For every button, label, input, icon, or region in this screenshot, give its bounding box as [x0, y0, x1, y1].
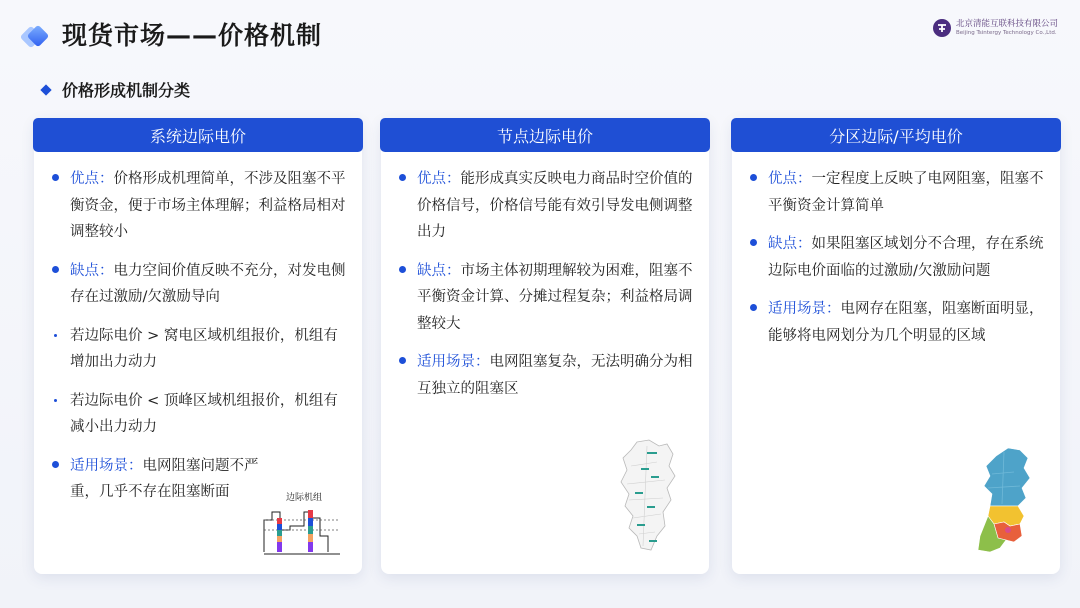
section-title: 价格形成机制分类: [62, 81, 191, 100]
list-item: 适用场景：电网阻塞问题不严重，几乎不存在阻塞断面: [52, 453, 346, 506]
item-label: 适用场景: [70, 457, 128, 474]
brand: [932, 18, 1058, 38]
item-text: 能形成真实反映电力商品时空价值的价格信号，价格信号能有效引导发电侧调整出力: [417, 171, 693, 240]
dot-icon: [52, 258, 70, 311]
card-title: 系统边际电价: [33, 118, 363, 152]
dot-icon: [52, 323, 70, 376]
item-text: 电力空间价值反映不充分，对发电侧存在过激励/欠激励导向: [70, 262, 346, 305]
item-label: 优点: [768, 171, 797, 187]
item-text: 电网阻塞问题不严重，几乎不存在阻塞断面: [70, 457, 259, 500]
item-text: 电网阻塞复杂，无法明确分为相互独立的阻塞区: [417, 354, 693, 397]
section-header: [42, 78, 190, 101]
dot-icon: [52, 166, 70, 246]
card-system-marginal-price: [34, 118, 362, 574]
item-text: 价格形成机理简单，不涉及阻塞不平衡资金，便于市场主体理解；利益格局相对调整较小: [70, 171, 346, 240]
dot-icon: [399, 349, 417, 402]
list-item: 适用场景：电网存在阻塞，阻塞断面明显，能够将电网划分为几个明显的区域: [750, 296, 1044, 349]
brand-name-en: Beijing Tsintergy Technology Co.,Ltd.: [955, 29, 1057, 36]
marginal-unit-chart: [260, 490, 344, 560]
item-text: 若边际电价 < 顶峰区域机组报价，机组有减小出力动力: [70, 392, 338, 435]
list-item: 缺点：如果阻塞区域划分不合理，存在系统边际电价面临的过激励/欠激励问题: [750, 231, 1044, 284]
item-text: 电网存在阻塞，阻塞断面明显，能够将电网划分为几个明显的区域: [768, 301, 1044, 344]
item-label: 缺点: [417, 262, 446, 279]
item-label: 适用场景: [417, 354, 475, 370]
stacked-layers-icon: [20, 24, 52, 48]
list-item: 缺点：市场主体初期理解较为困难，阻塞不平衡资金计算、分摊过程复杂；利益格局调整较大: [399, 258, 693, 338]
item-label: 适用场景: [768, 301, 826, 317]
item-label: 优点: [70, 171, 99, 187]
dot-icon: [750, 166, 768, 219]
list-item: 优点：价格形成机理简单，不涉及阻塞不平衡资金，便于市场主体理解；利益格局相对调整较小: [52, 166, 346, 246]
dot-icon: [399, 166, 417, 246]
dot-icon: [52, 453, 70, 506]
card-title: 节点边际电价: [380, 118, 710, 152]
item-text: 一定程度上反映了电网阻塞，阻塞不平衡资金计算简单: [768, 171, 1044, 214]
page-title: 现货市场——价格机制: [62, 21, 323, 50]
dot-icon: [52, 388, 70, 441]
zonal-map-image: [970, 444, 1042, 556]
brand-logo-icon: [932, 18, 952, 38]
nodal-map-image: [607, 436, 687, 554]
brand-name-cn: 北京清能互联科技有限公司: [955, 19, 1058, 29]
list-item: [52, 388, 346, 441]
card-zonal-price: [732, 118, 1060, 574]
item-label: 缺点: [768, 236, 797, 252]
dot-icon: [399, 258, 417, 338]
card-nodal-marginal-price: [381, 118, 709, 574]
list-item: 优点：一定程度上反映了电网阻塞，阻塞不平衡资金计算简单: [750, 166, 1044, 219]
item-label: 缺点: [70, 262, 99, 279]
list-item: 适用场景：电网阻塞复杂，无法明确分为相互独立的阻塞区: [399, 349, 693, 402]
list-item: 缺点：电力空间价值反映不充分，对发电侧存在过激励/欠激励导向: [52, 258, 346, 311]
dot-icon: [750, 296, 768, 349]
dot-icon: [750, 231, 768, 284]
item-text: 市场主体初期理解较为困难，阻塞不平衡资金计算、分摊过程复杂；利益格局调整较大: [417, 262, 693, 332]
chart-label: 边际机组: [285, 493, 323, 503]
list-item: [52, 323, 346, 376]
item-label: 优点: [417, 171, 446, 187]
item-text: 如果阻塞区域划分不合理，存在系统边际电价面临的过激励/欠激励问题: [768, 236, 1044, 279]
item-text: 若边际电价 > 窝电区域机组报价，机组有增加出力动力: [70, 327, 338, 370]
list-item: 优点：能形成真实反映电力商品时空价值的价格信号，价格信号能有效引导发电侧调整出力: [399, 166, 693, 246]
diamond-bullet-icon: [40, 84, 51, 95]
card-title: 分区边际/平均电价: [731, 118, 1061, 152]
